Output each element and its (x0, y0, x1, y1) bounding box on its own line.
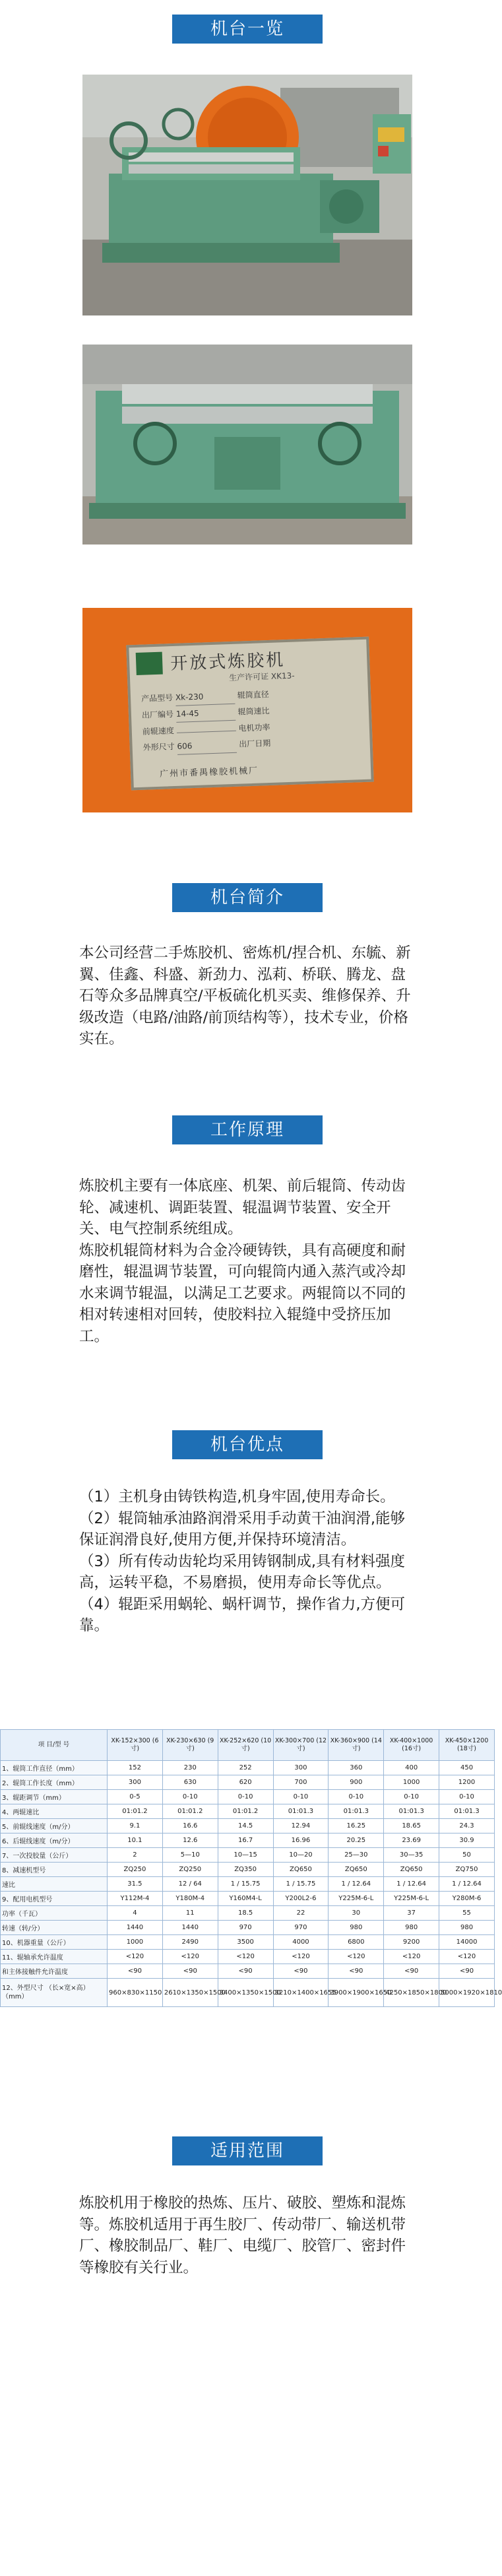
spec-cell: 01:01.3 (439, 1804, 495, 1819)
spec-cell: 16.6 (162, 1819, 218, 1833)
spec-cell: 22 (273, 1906, 329, 1921)
spec-cell: 0-10 (162, 1790, 218, 1804)
scope-paragraph (79, 2193, 417, 2278)
spec-cell: <90 (108, 1964, 163, 1979)
spec-model-header: XK-300×700 (12寸) (273, 1730, 329, 1761)
spec-cell: 230 (162, 1761, 218, 1775)
nameplate-label: 出厂日期 (239, 738, 271, 749)
spec-cell: 01:01.3 (329, 1804, 384, 1819)
nameplate-label: 前辊速度 (142, 726, 175, 737)
spec-row-label: 1、辊筒工作直径（mm） (1, 1761, 108, 1775)
table-row (1, 1848, 495, 1863)
advantage-item: （1）主机身由铸铁构造,机身牢固,使用寿命长。 (79, 1488, 395, 1505)
spec-cell: 1 / 15.75 (273, 1877, 329, 1892)
spec-header-label: 项 目/型 号 (1, 1730, 108, 1761)
spec-cell: 1 / 12.64 (384, 1877, 439, 1892)
spec-cell: 1440 (108, 1921, 163, 1935)
spec-cell: <90 (218, 1964, 273, 1979)
spec-cell: 0-10 (439, 1790, 495, 1804)
spec-cell: 10.1 (108, 1833, 163, 1848)
nameplate-label: 辊筒直径 (237, 689, 269, 700)
spec-row-label: 速比 (1, 1877, 108, 1892)
spec-cell: Y112M-4 (108, 1892, 163, 1906)
spec-cell: 1 / 12.64 (329, 1877, 384, 1892)
spec-cell: 620 (218, 1775, 273, 1790)
spec-cell: 960×830×1150 (108, 1979, 163, 2007)
spec-row-label: 9、配用电机型号 (1, 1892, 108, 1906)
spec-cell: <120 (218, 1950, 273, 1964)
spec-row-label: 8、减速机型号 (1, 1863, 108, 1877)
spec-cell: 1000 (384, 1775, 439, 1790)
spec-cell: 16.7 (218, 1833, 273, 1848)
intro-text: 本公司经营二手炼胶机、密炼机/捏合机、东毓、新翼、佳鑫、科盛、新劲力、泓莉、桥联、腾龙、盘石等众多品牌真空/平板硫化机买卖、维修保养、升级改造（电路/油路/前顶结构等），技术专业，价格实在。 (79, 944, 411, 1047)
spec-cell: <90 (162, 1964, 218, 1979)
nameplate-label: 外形尺寸 (142, 742, 175, 752)
spec-cell: ZQ250 (108, 1863, 163, 1877)
spec-cell: 37 (384, 1906, 439, 1921)
spec-cell: ZQ650 (329, 1863, 384, 1877)
spec-cell: Y200L2-6 (273, 1892, 329, 1906)
spec-cell: 2610×1350×1500 (162, 1979, 218, 2007)
table-row (1, 1775, 495, 1790)
spec-cell: 20.25 (329, 1833, 384, 1848)
spec-cell: 4 (108, 1906, 163, 1921)
section-title-scope: 适用范围 (172, 2136, 323, 2165)
spec-row-label: 10、机器重量（公斤） (1, 1935, 108, 1950)
spec-cell: 10—20 (273, 1848, 329, 1863)
spec-cell: <120 (439, 1950, 495, 1964)
spec-cell: 5—10 (162, 1848, 218, 1863)
spec-cell: Y180M-4 (162, 1892, 218, 1906)
spec-row-label: 12、外型尺寸 （长×宽×高）（mm） (1, 1979, 108, 2007)
spec-cell: <90 (273, 1964, 329, 1979)
spec-row-label: 6、后辊线速度（m/分） (1, 1833, 108, 1848)
spec-cell: 18.65 (384, 1819, 439, 1833)
spec-cell: 1200 (439, 1775, 495, 1790)
spec-cell: 252 (218, 1761, 273, 1775)
spec-row-label: 2、辊筒工作长度（mm） (1, 1775, 108, 1790)
spec-cell: <90 (439, 1964, 495, 1979)
spec-cell: ZQ350 (218, 1863, 273, 1877)
spec-cell: 23.69 (384, 1833, 439, 1848)
spec-cell: 900 (329, 1775, 384, 1790)
spec-cell: <90 (384, 1964, 439, 1979)
spec-cell: ZQ250 (162, 1863, 218, 1877)
table-row (1, 1964, 495, 1979)
nameplate-label: 电机功率 (238, 722, 270, 733)
spec-cell: 0-10 (384, 1790, 439, 1804)
spec-cell: 980 (329, 1921, 384, 1935)
advantages-list (79, 1486, 417, 1637)
spec-row-label: 和主体接触件允许温度 (1, 1964, 108, 1979)
spec-cell: 2490 (162, 1935, 218, 1950)
spec-row-label: 5、前辊线速度（m/分） (1, 1819, 108, 1833)
table-row (1, 1979, 495, 2007)
table-row (1, 1921, 495, 1935)
machine-photo-2 (82, 345, 412, 545)
spec-cell: 4000 (273, 1935, 329, 1950)
principle-text-1: 炼胶机主要有一体底座、机架、前后辊筒、传动齿轮、减速机、调距装置、辊温调节装置、安全开关、电气控制系统组成。 (79, 1177, 406, 1238)
principle-text-2: 炼胶机辊筒材料为合金冷硬铸铁，具有高硬度和耐磨性，辊温调节装置，可向辊筒内通入蒸汽或冷却水来调节辊温，以满足工艺要求。两辊筒以不同的相对转速相对回转，使胶料拉入辊缝中受挤压加工。 (79, 1241, 406, 1345)
spec-row-label: 转速（转/分） (1, 1921, 108, 1935)
spec-cell: 12.94 (273, 1819, 329, 1833)
principle-paragraph (79, 1175, 417, 1347)
spec-table-body (1, 1761, 502, 2007)
spec-cell: 970 (273, 1921, 329, 1935)
section-title-overview: 机台一览 (172, 15, 323, 44)
spec-row-label: 7、一次投胶量（公斤） (1, 1848, 108, 1863)
spec-model-header: XK-152×300 (6寸) (108, 1730, 163, 1761)
spec-cell: 12 / 64 (162, 1877, 218, 1892)
spec-cell: 400 (384, 1761, 439, 1775)
table-row (1, 1950, 495, 1964)
intro-paragraph (79, 942, 417, 1050)
spec-cell: 10—15 (218, 1848, 273, 1863)
spec-cell: 6800 (329, 1935, 384, 1950)
spec-cell: 1440 (162, 1921, 218, 1935)
spec-row-label: 功率（千瓦） (1, 1906, 108, 1921)
spec-cell: 11 (162, 1906, 218, 1921)
spec-cell: ZQ650 (273, 1863, 329, 1877)
spec-cell: 1000 (108, 1935, 163, 1950)
spec-cell: 14000 (439, 1935, 495, 1950)
nameplate-label: 产品型号 (141, 693, 173, 704)
nameplate-value: Xk-230 (175, 688, 235, 706)
spec-cell: 1 / 12.64 (439, 1877, 495, 1892)
spec-cell: 01:01.2 (218, 1804, 273, 1819)
table-row (1, 1892, 495, 1906)
nameplate-label: 辊筒速比 (237, 706, 270, 717)
spec-cell: 0-10 (273, 1790, 329, 1804)
spec-cell: 25—30 (329, 1848, 384, 1863)
spec-row-label: 3、辊距调节（mm） (1, 1790, 108, 1804)
spec-cell: 01:01.3 (273, 1804, 329, 1819)
spec-cell: 12.6 (162, 1833, 218, 1848)
spec-cell: 3400×1350×1500 (218, 1979, 273, 2007)
section-title-principle: 工作原理 (172, 1115, 323, 1144)
spec-cell: 16.25 (329, 1819, 384, 1833)
spec-cell: 5000×1920×1810 (439, 1979, 495, 2007)
spec-cell: 01:01.2 (108, 1804, 163, 1819)
spec-header-row (1, 1730, 495, 1761)
advantage-item: （3）所有传动齿轮均采用铸钢制成,具有材料强度高，运转平稳，不易磨损，使用寿命长等优点。 (79, 1552, 405, 1591)
spec-model-header: XK-230×630 (9寸) (162, 1730, 218, 1761)
nameplate-value: 14-45 (175, 704, 235, 723)
spec-row-label: 11、辊轴承允许温度 (1, 1950, 108, 1964)
spec-cell: Y225M-6-L (329, 1892, 384, 1906)
spec-cell: 980 (439, 1921, 495, 1935)
spec-cell: 630 (162, 1775, 218, 1790)
spec-cell: 55 (439, 1906, 495, 1921)
advantage-item: （2）辊筒轴承油路润滑采用手动黄干油润滑,能够保证润滑良好,使用方便,并保持环境清洁。 (79, 1509, 405, 1548)
spec-cell: 300 (273, 1761, 329, 1775)
table-row (1, 1761, 495, 1775)
spec-cell: 24.3 (439, 1819, 495, 1833)
section-title-intro: 机台简介 (172, 883, 323, 912)
spec-model-header: XK-360×900 (14寸) (329, 1730, 384, 1761)
machine-photo-1 (82, 75, 412, 315)
spec-cell: <90 (329, 1964, 384, 1979)
spec-cell: 0-5 (108, 1790, 163, 1804)
nameplate-photo (82, 608, 412, 812)
spec-cell: 3500 (218, 1935, 273, 1950)
spec-cell: 30—35 (384, 1848, 439, 1863)
table-row (1, 1833, 495, 1848)
spec-cell: 3210×1400×1655 (273, 1979, 329, 2007)
spec-cell: Y225M-6-L (384, 1892, 439, 1906)
spec-cell: 2 (108, 1848, 163, 1863)
nameplate-permit: 生产许可证 XK13- (228, 671, 295, 683)
spec-cell: 970 (218, 1921, 273, 1935)
spec-cell: 1 / 15.75 (218, 1877, 273, 1892)
spec-cell: 4250×1850×1800 (384, 1979, 439, 2007)
table-row (1, 1819, 495, 1833)
spec-cell: 31.5 (108, 1877, 163, 1892)
table-row (1, 1790, 495, 1804)
scope-text: 炼胶机用于橡胶的热炼、压片、破胶、塑炼和混炼等。炼胶机适用于再生胶厂、传动带厂、输送机带厂、橡胶制品厂、鞋厂、电缆厂、胶管厂、密封件等橡胶有关行业。 (79, 2195, 406, 2276)
spec-cell: 16.96 (273, 1833, 329, 1848)
spec-cell: 18.5 (218, 1906, 273, 1921)
spec-cell: 0-10 (218, 1790, 273, 1804)
spec-cell: <120 (273, 1950, 329, 1964)
nameplate-title: 开放式炼胶机 (170, 650, 286, 675)
spec-cell: Y280M-6 (439, 1892, 495, 1906)
spec-row-label: 4、两辊速比 (1, 1804, 108, 1819)
spec-cell: 9.1 (108, 1819, 163, 1833)
spec-cell: 450 (439, 1761, 495, 1775)
table-row (1, 1935, 495, 1950)
spec-cell: <120 (329, 1950, 384, 1964)
table-row (1, 1804, 495, 1819)
spec-cell: 3900×1900×1650 (329, 1979, 384, 2007)
spec-cell: ZQ650 (384, 1863, 439, 1877)
spec-model-header: XK-400×1000 (16寸) (384, 1730, 439, 1761)
section-title-advantages: 机台优点 (172, 1430, 323, 1459)
spec-cell: Y160M4-L (218, 1892, 273, 1906)
spec-cell: 30 (329, 1906, 384, 1921)
brand-logo-icon (136, 652, 163, 675)
spec-cell: 300 (108, 1775, 163, 1790)
spec-cell: 01:01.2 (162, 1804, 218, 1819)
spec-model-header: XK-252×620 (10寸) (218, 1730, 273, 1761)
spec-cell: ZQ750 (439, 1863, 495, 1877)
advantage-item: （4）辊距采用蜗轮、蜗杆调节，操作省力,方便可靠。 (79, 1595, 405, 1634)
spec-cell: 30.9 (439, 1833, 495, 1848)
spec-cell: 01:01.3 (384, 1804, 439, 1819)
nameplate-value: 606 (177, 737, 237, 755)
spec-cell: 50 (439, 1848, 495, 1863)
table-row (1, 1877, 495, 1892)
spec-cell: 980 (384, 1921, 439, 1935)
spec-cell: 9200 (384, 1935, 439, 1950)
spec-cell: 0-10 (329, 1790, 384, 1804)
spec-cell: 700 (273, 1775, 329, 1790)
spec-model-header: XK-450×1200 (18寸) (439, 1730, 495, 1761)
spec-table (0, 1729, 502, 2007)
spec-cell: 14.5 (218, 1819, 273, 1833)
nameplate-label: 出厂编号 (141, 710, 174, 720)
spec-cell: 152 (108, 1761, 163, 1775)
spec-cell: <120 (162, 1950, 218, 1964)
table-row (1, 1906, 495, 1921)
spec-cell: 360 (329, 1761, 384, 1775)
spec-cell: <120 (108, 1950, 163, 1964)
spec-cell: <120 (384, 1950, 439, 1964)
table-row (1, 1863, 495, 1877)
nameplate-footer: 广州市番禺橡胶机械厂 (159, 766, 259, 779)
